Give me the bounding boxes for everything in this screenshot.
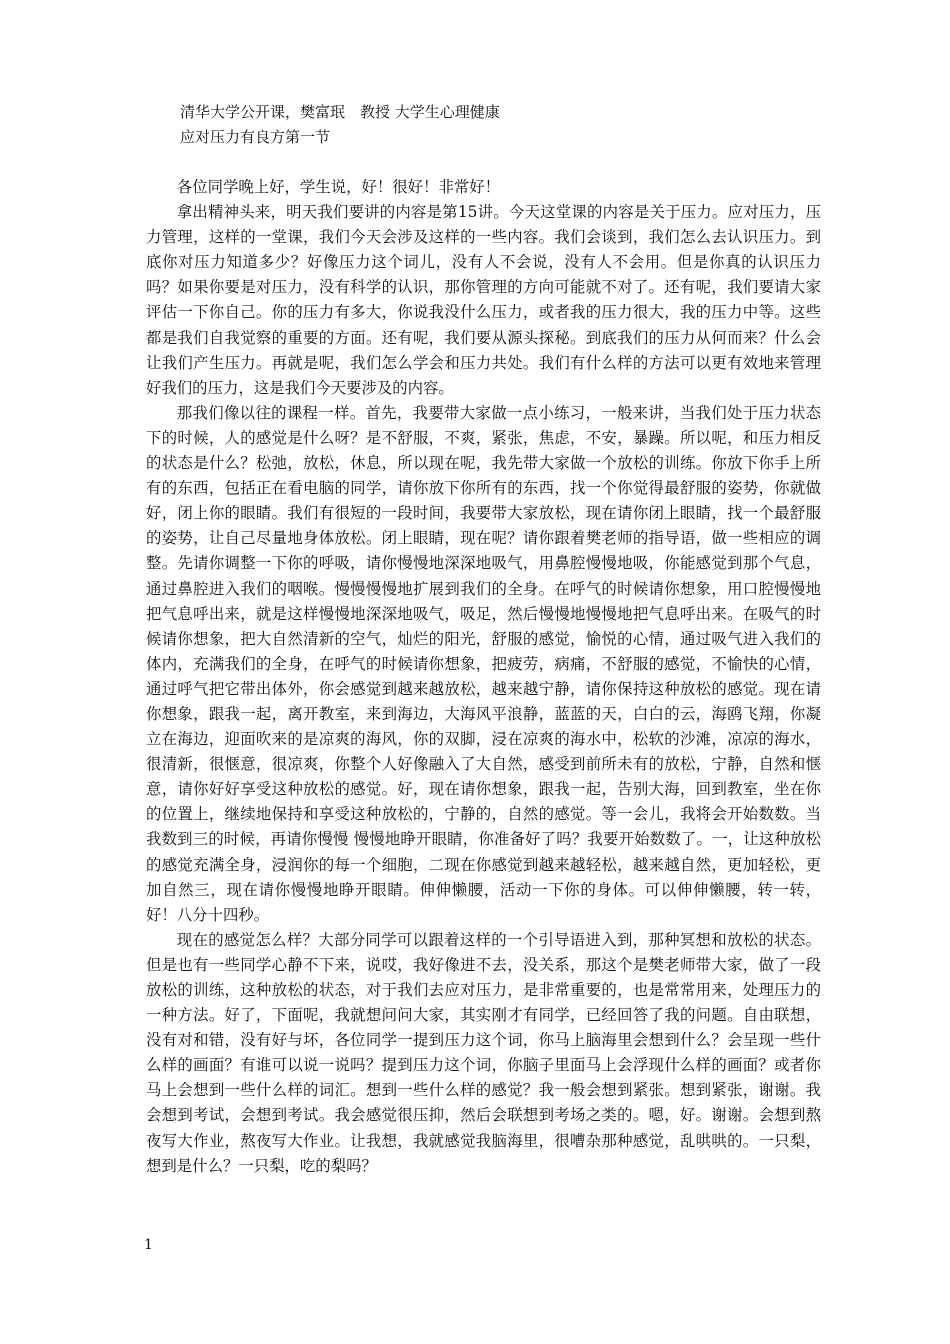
paragraph-relaxation-exercise: 那我们像以往的课程一样。首先，我要带大家做一点小练习，一般来讲，当我们处于压力状态下的时候，人的感觉是什么呀？是不舒服，不爽，紧张，焦虑，不安，暴躁。所以呢，和压力相反的状态是什么？松弛，放松，休息，所以现在呢，我先带大家做一个放松的训练。你放下你手上所有的东西，包括正在看电脑的同学，请你放下你所有的东西，找一个你觉得最舒服的姿势，你就做好，闭上你的眼睛。我们有很短的一段时间，我要带大家放松，现在请你闭上眼睛，找一个最舒服的姿势，让自己尽量地身体放松。闭上眼睛，现在呢？请你跟着樊老师的指导语，做一些相应的调整。先请你调整一下你的呼吸，请你慢慢地深深地吸气，用鼻腔慢慢地吸，你能感觉到那个气息，通过鼻腔进入我们的咽喉。慢慢慢慢地扩展到我们的全身。在呼气的时候请你想象，用口腔慢慢地把气息呼出来，就是这样慢慢地深深地吸气，吸足，然后慢慢地慢慢地把气息呼出来。在吸气的时候请你想象，把大自然清新的空气，灿烂的阳光，舒服的感觉，愉悦的心情，通过吸气进入我们的体内，充满我们的全身，在呼气的时候请你想象，把疲劳，病痛，不舒服的感觉，不愉快的心情，通过呼气把它带出体外，你会感觉到越来越放松，越来越宁静，请你保持这种放松的感觉。现在请你想象，跟我一起，离开教室，来到海边，大海风平浪静，蓝蓝的天，白白的云，海鸥飞翔，你凝立在海边，迎面吹来的是凉爽的海风，你的双脚，浸在凉爽的海水中，松软的沙滩，凉凉的海水，很清新，很惬意，很凉爽，你整个人好像融入了大自然，感受到前所未有的放松，宁静，自然和惬意，请你好好享受这种放松的感觉。好，现在请你想象，跟我一起，告别大海，回到教室，坐在你的位置上，继续地保持和享受这种放松的，宁静的，自然的感觉。等一会儿，我将会开始数数。当我数到三的时候，再请你慢慢 慢慢地睁开眼睛，你准备好了吗？我要开始数数了。一，让这种放松的感觉充满全身，浸润你的每一个细胞，二现在你感觉到越来越轻松，越来越自然，更加轻松，更加自然三，现在请你慢慢地睁开眼睛。伸伸懒腰，活动一下你的身体。可以伸伸懒腰，转一转，好！八分十四秒。 <box>146 403 821 924</box>
header-line-lesson: 应对压力有良方第一节 <box>180 128 331 146</box>
header-line-course: 清华大学公开课，樊富珉 教授 大学生心理健康 <box>180 103 500 121</box>
page-number: 1 <box>144 1237 153 1253</box>
document-body <box>146 175 821 1179</box>
paragraph-free-association: 现在的感觉怎么样？大部分同学可以跟着这样的一个引导语进入到，那种冥想和放松的状态。但是也有一些同学心静不下来，说哎，我好像进不去，没关系，那这个是樊老师带大家，做了一段放松的训练，这种放松的状态，对于我们去应对压力，是非常重要的，也是常常用来，处理压力的一种方法。好了，下面呢，我就想问问大家，其实刚才有同学，已经回答了我的问题。自由联想，没有对和错，没有好与坏，各位同学一提到压力这个词，你马上脑海里会想到什么？会呈现一些什么样的画面？有谁可以说一说吗？提到压力这个词，你脑子里面马上会浮现什么样的画面？或者你马上会想到一些什么样的词汇。想到一些什么样的感觉？我一般会想到紧张。想到紧张，谢谢。我会想到考试，会想到考试。我会感觉很压抑，然后会联想到考场之类的。嗯，好。谢谢。会想到熬夜写大作业，熬夜写大作业。让我想，我就感觉我脑海里，很嘈杂那种感觉，乱哄哄的。一只梨，想到是什么？一只梨，吃的梨吗？ <box>146 930 821 1175</box>
paragraph-introduction: 拿出精神头来，明天我们要讲的内容是第15讲。今天这堂课的内容是关于压力。应对压力，压力管理，这样的一堂课，我们今天会涉及这样的一些内容。我们会谈到，我们怎么去认识压力。到底你对压力知道多少？好像压力这个词儿，没有人不会说，没有人不会用。但是你真的认识压力吗？如果你要是对压力，没有科学的认识，那你管理的方向可能就不对了。还有呢，我们要请大家评估一下你自己。你的压力有多大，你说我没什么压力，或者我的压力很大，我的压力中等。这些都是我们自我觉察的重要的方面。还有呢，我们要从源头探秘。到底我们的压力从何而来？什么会让我们产生压力。再就是呢，我们怎么学会和压力共处。我们有什么样的方法可以更有效地来管理好我们的压力，这是我们今天要涉及的内容。 <box>146 203 821 397</box>
paragraph-greeting: 各位同学晚上好，学生说，好！很好！非常好！ <box>176 178 501 196</box>
document-header <box>180 100 820 150</box>
